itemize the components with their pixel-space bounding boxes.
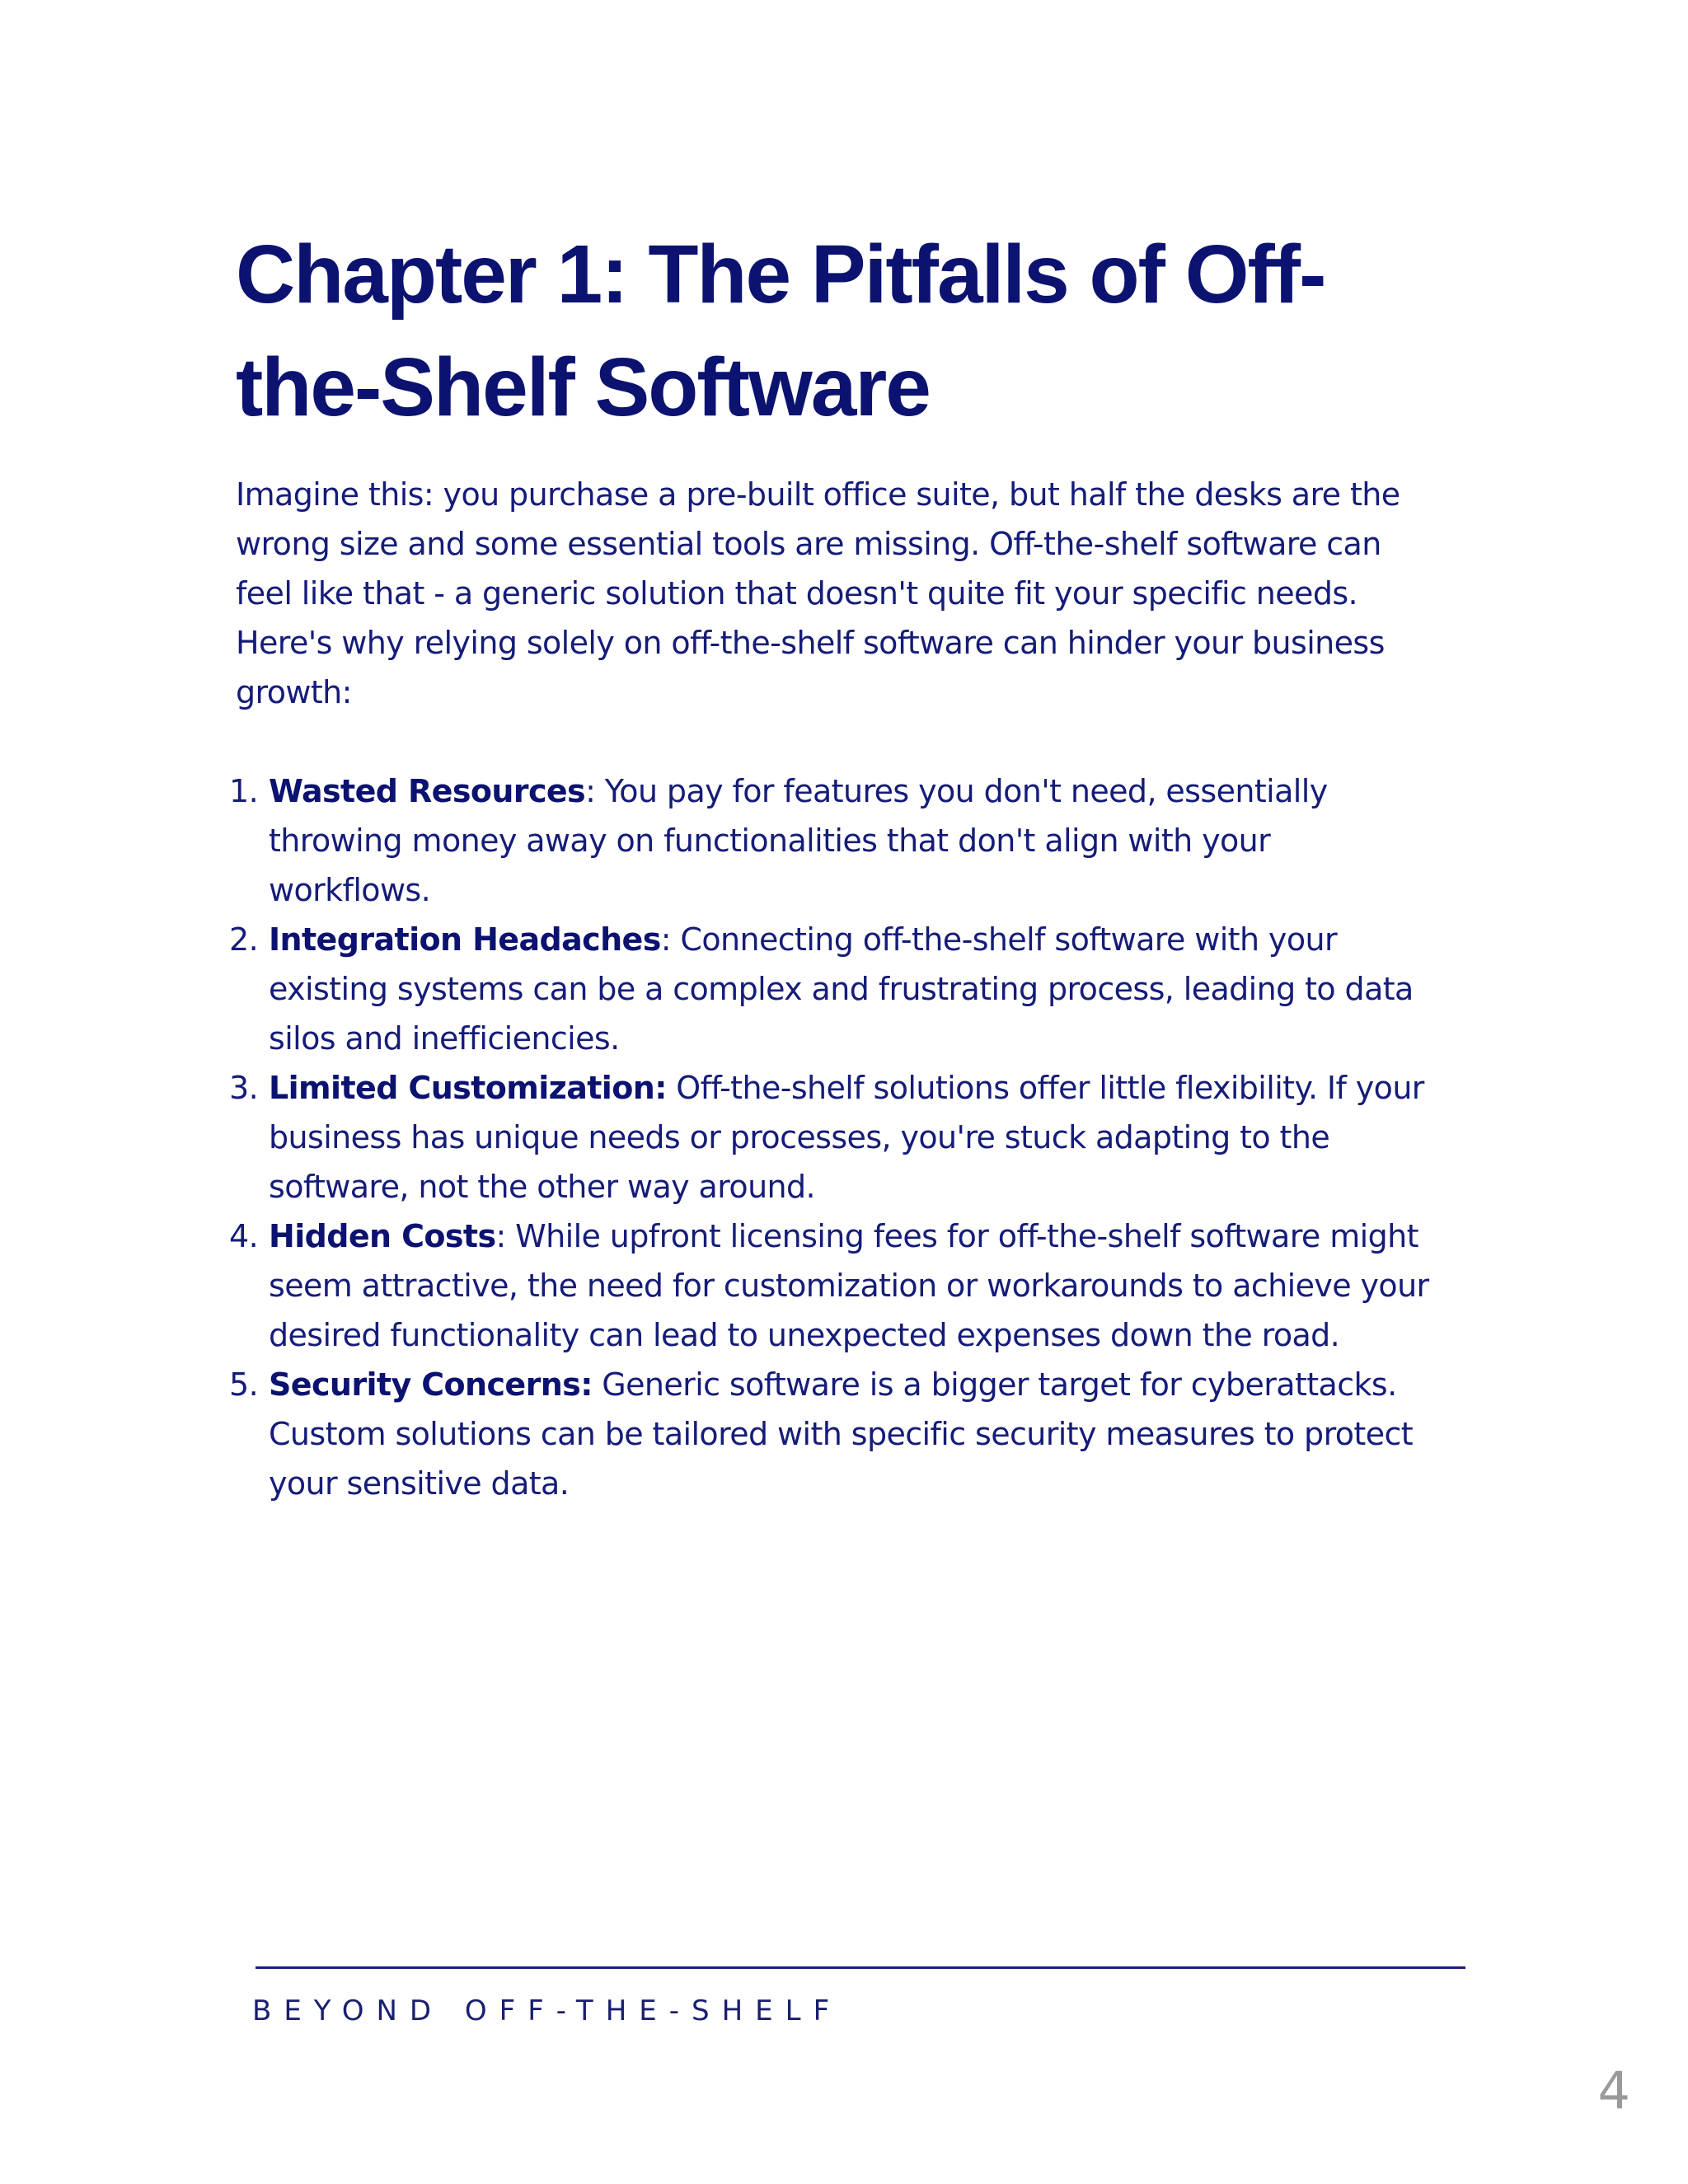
term-separator: : xyxy=(585,773,596,809)
list-item-line xyxy=(269,1360,1456,1409)
list-item-text: While upfront licensing fees for off-the-shelf software might xyxy=(505,1218,1418,1254)
list-number: 2. xyxy=(229,921,259,958)
list-item xyxy=(229,766,1456,915)
list-item xyxy=(229,1212,1456,1360)
list-item xyxy=(229,1063,1456,1212)
list-item-line xyxy=(269,1063,1456,1113)
page-number: 4 xyxy=(1597,2060,1630,2121)
list-item-term: Security Concerns: xyxy=(269,1366,593,1403)
list-number: 3. xyxy=(229,1070,259,1106)
footer-label: BEYOND OFF-THE-SHELF xyxy=(252,1994,842,2027)
list-item-text: Off-the-shelf solutions offer little flexibility. If your xyxy=(666,1070,1424,1106)
list-item-text: Generic software is a bigger target for cyberattacks. xyxy=(592,1366,1397,1403)
intro-line: wrong size and some essential tools are missing. Off-the-shelf software can xyxy=(236,526,1381,562)
list-item-line: desired functionality can lead to unexpected expenses down the road. xyxy=(269,1317,1340,1353)
list-item-line: Custom solutions can be tailored with specific security measures to protect xyxy=(269,1416,1414,1452)
list-item-line: silos and inefficiencies. xyxy=(269,1020,620,1057)
intro-paragraph xyxy=(236,470,1456,717)
list-item-line: seem attractive, the need for customization or workarounds to achieve your xyxy=(269,1268,1429,1304)
list-number: 5. xyxy=(229,1366,259,1403)
term-separator: : xyxy=(660,921,671,958)
list-item-line xyxy=(269,915,1456,964)
list-item-term: Hidden Costs xyxy=(269,1218,496,1254)
term-separator: : xyxy=(495,1218,506,1254)
list-item-line: throwing money away on functionalities that don't align with your xyxy=(269,823,1271,859)
intro-line: Imagine this: you purchase a pre-built office suite, but half the desks are the xyxy=(236,476,1400,513)
list-item-text: You pay for features you don't need, essentially xyxy=(595,773,1328,809)
list-item-line: business has unique needs or processes, you're stuck adapting to the xyxy=(269,1119,1330,1155)
list-item-text: Connecting off-the-shelf software with your xyxy=(670,921,1337,958)
list-item xyxy=(229,1360,1456,1508)
list-item-term: Integration Headaches xyxy=(269,921,661,958)
page-title xyxy=(236,218,1472,444)
list-item-term: Wasted Resources xyxy=(269,773,586,809)
intro-line: growth: xyxy=(236,674,352,710)
intro-line: Here's why relying solely on off-the-shelf software can hinder your business xyxy=(236,625,1385,661)
list-item-line: software, not the other way around. xyxy=(269,1169,816,1205)
list-item-line xyxy=(269,1212,1456,1261)
pitfalls-list xyxy=(229,766,1456,1508)
list-item-line xyxy=(269,766,1456,816)
footer-divider xyxy=(256,1966,1465,1969)
list-item xyxy=(229,915,1456,1063)
title-line: the-Shelf Software xyxy=(236,341,930,434)
list-number: 1. xyxy=(229,773,259,809)
list-item-line: workflows. xyxy=(269,872,431,908)
list-item-line: existing systems can be a complex and frustrating process, leading to data xyxy=(269,971,1414,1007)
list-number: 4. xyxy=(229,1218,259,1254)
list-item-line: your sensitive data. xyxy=(269,1465,570,1502)
list-item-term: Limited Customization: xyxy=(269,1070,667,1106)
intro-line: feel like that - a generic solution that doesn't quite fit your specific needs. xyxy=(236,575,1358,612)
title-line: Chapter 1: The Pitfalls of Off- xyxy=(236,228,1325,321)
